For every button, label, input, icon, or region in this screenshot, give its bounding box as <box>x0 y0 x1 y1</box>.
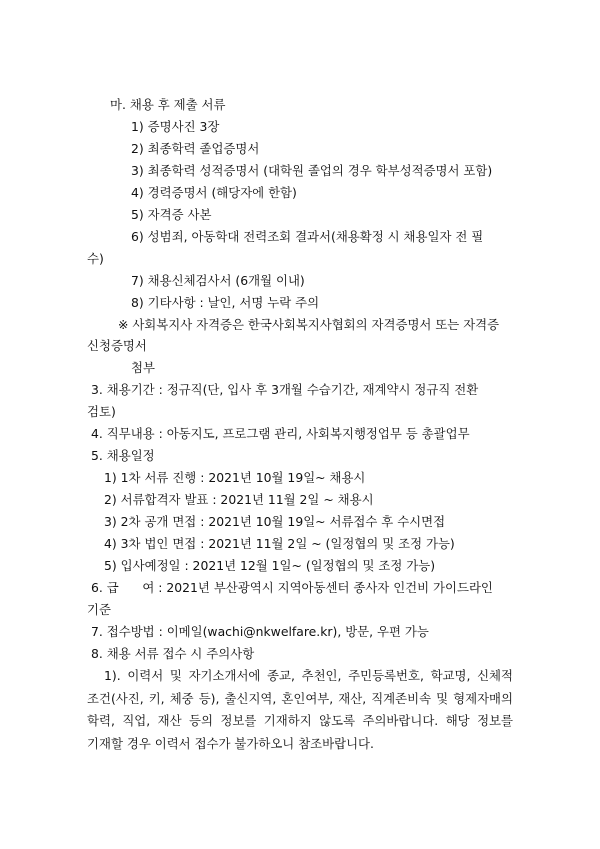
attachment-label: 첨부 <box>131 360 155 375</box>
section-ma-heading: 마. 채용 후 제출 서류 <box>110 97 226 112</box>
section-6-line: 6. 급 여 : 2021년 부산광역시 지역아동센터 종사자 인건비 가이드라인 <box>91 580 493 595</box>
schedule-item: 4) 3차 법인 면접 : 2021년 11월 2일 ~ (일정협의 및 조정 가능) <box>104 536 455 551</box>
section-5-heading: 5. 채용일정 <box>91 448 155 463</box>
list-item: 8) 기타사항 : 날인, 서명 누락 주의 <box>131 295 320 310</box>
schedule-item: 3) 2차 공개 면접 : 2021년 10월 19일~ 서류접수 후 수시면접 <box>104 514 446 529</box>
section-3-line: 3. 채용기간 : 정규직(단, 입사 후 3개월 수습기간, 재계약시 정규직 전환 <box>91 382 479 397</box>
section-3-continuation: 검토) <box>87 404 116 419</box>
list-item: 1) 증명사진 3장 <box>131 119 220 134</box>
list-item: 4) 경력증명서 (해당자에 한함) <box>131 185 297 200</box>
section-7-line: 7. 접수방법 : 이메일(wachi@nkwelfare.kr), 방문, 우편 가능 <box>91 624 429 639</box>
section-4-line: 4. 직무내용 : 아동지도, 프로그램 관리, 사회복지행정업무 등 총괄업무 <box>91 426 470 441</box>
list-item-continuation: 수) <box>87 251 104 266</box>
list-item: 2) 최종학력 졸업증명서 <box>131 141 260 156</box>
schedule-item: 5) 입사예정일 : 2021년 12월 1일~ (일정협의 및 조정 가능) <box>104 558 436 573</box>
section-8-paragraph: 1). 이력서 및 자기소개서에 종교, 추천인, 주민등록번호, 학교명, 신체적 조건(사진, 키, 체중 등), 출신지역, 혼인여부, 재산, 직계존비속 및 형제자매의 학력, 직업, 재산 등의 정보를 기재하지 않도록 주의바랍니다. 해당 정보를 기재할 경우 이력서 접수가 불가하오니 참조바랍니다. <box>87 668 513 751</box>
list-item: 5) 자격증 사본 <box>131 207 212 222</box>
schedule-item: 1) 1차 서류 진행 : 2021년 10월 19일~ 채용시 <box>104 470 366 485</box>
section-8-heading: 8. 채용 서류 접수 시 주의사항 <box>91 646 255 661</box>
section-6-continuation: 기준 <box>87 602 111 617</box>
note-line: ※ 사회복지사 자격증은 한국사회복지사협회의 자격증명서 또는 자격증 <box>118 317 500 332</box>
schedule-item: 2) 서류합격자 발표 : 2021년 11월 2일 ~ 채용시 <box>104 492 374 507</box>
list-item: 3) 최종학력 성적증명서 (대학원 졸업의 경우 학부성적증명서 포함) <box>131 163 493 178</box>
list-item: 6) 성범죄, 아동학대 전력조회 결과서(채용확정 시 채용일자 전 필 <box>131 229 484 244</box>
note-line-continuation: 신청증명서 <box>87 338 147 353</box>
list-item: 7) 채용신체검사서 (6개월 이내) <box>131 273 305 288</box>
